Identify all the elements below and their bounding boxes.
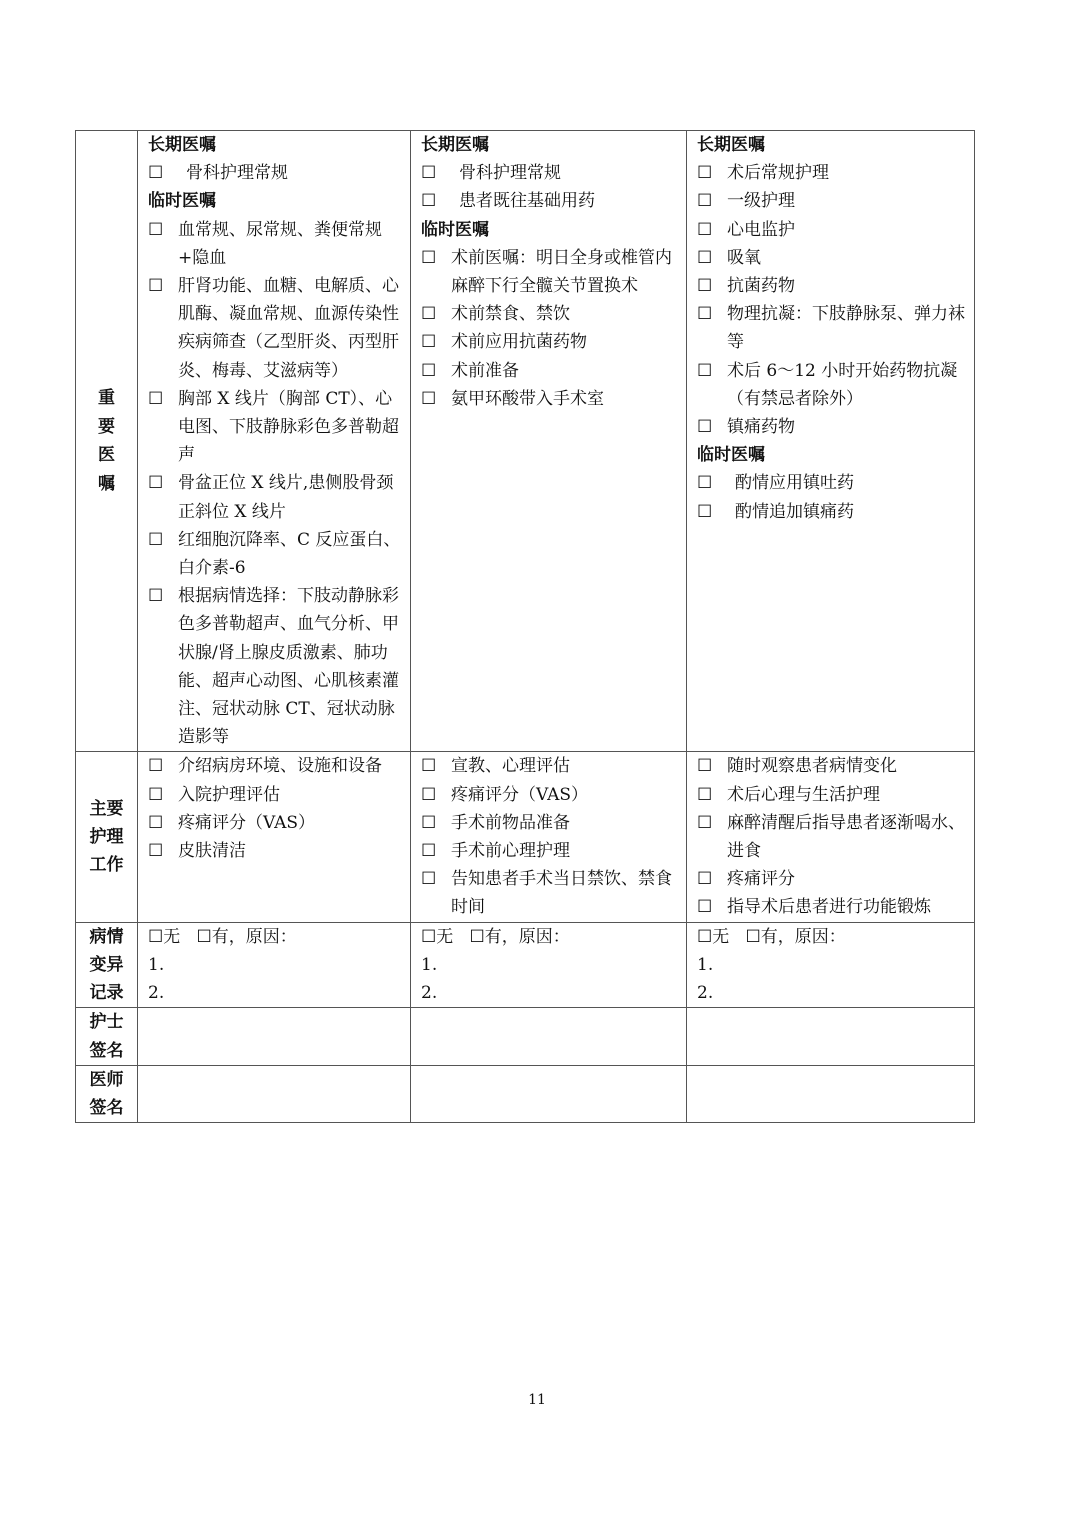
checkbox-icon[interactable]: ☐: [697, 812, 713, 833]
variance-line-2[interactable]: 2.: [697, 983, 714, 1004]
nursing-col2: [411, 752, 687, 922]
checkbox-icon[interactable]: ☐: [421, 304, 437, 325]
order-item[interactable]: ☐ 术前禁食、禁饮: [421, 300, 680, 328]
nursing-item[interactable]: ☐ 指导术后患者进行功能锻炼: [697, 893, 968, 921]
variance-line-1[interactable]: 1.: [697, 954, 714, 975]
temporary-orders-title: 临时医嘱: [421, 219, 489, 240]
checkbox-icon[interactable]: ☐: [421, 163, 437, 184]
nursing-row: [76, 752, 975, 922]
variance-none-checkbox[interactable]: ☐无: [697, 926, 730, 947]
order-item[interactable]: ☐ 患者既往基础用药: [421, 187, 680, 215]
variance-options[interactable]: [148, 923, 404, 951]
orders-col2: [411, 131, 687, 752]
nursing-item[interactable]: ☐ 术后心理与生活护理: [697, 781, 968, 809]
variance-line-1[interactable]: 1.: [421, 954, 438, 975]
checkbox-icon[interactable]: ☐: [697, 869, 713, 890]
checkbox-icon[interactable]: ☐: [148, 473, 164, 494]
checkbox-icon[interactable]: ☐: [421, 388, 437, 409]
nurse-sign-col3[interactable]: [687, 1008, 975, 1065]
checkbox-icon[interactable]: ☐: [148, 841, 164, 862]
checkbox-icon[interactable]: ☐: [697, 191, 713, 212]
checkbox-icon[interactable]: ☐: [697, 163, 713, 184]
variance-line-2[interactable]: 2.: [421, 983, 438, 1004]
order-item[interactable]: ☐ 骨盆正位 X 线片,患侧股骨颈正斜位 X 线片: [148, 469, 404, 525]
checkbox-icon[interactable]: ☐: [697, 897, 713, 918]
variance-row-head: 病情 变异 记录: [76, 922, 138, 1008]
nursing-item[interactable]: ☐ 手术前心理护理: [421, 837, 680, 865]
checkbox-icon[interactable]: ☐: [148, 219, 164, 240]
checkbox-icon[interactable]: ☐: [421, 841, 437, 862]
checkbox-icon[interactable]: ☐: [148, 812, 164, 833]
nursing-item[interactable]: ☐ 随时观察患者病情变化: [697, 752, 968, 780]
variance-has-checkbox[interactable]: ☐有，原因：: [745, 926, 846, 947]
orders-col3: [687, 131, 975, 752]
checkbox-icon[interactable]: ☐: [421, 247, 437, 268]
long-term-orders-title: 长期医嘱: [148, 135, 216, 155]
checkbox-icon[interactable]: ☐: [421, 360, 437, 381]
checkbox-icon[interactable]: ☐: [421, 812, 437, 833]
nursing-item[interactable]: ☐ 介绍病房环境、设施和设备: [148, 752, 404, 780]
temporary-orders-title: 临时医嘱: [148, 191, 216, 212]
order-item[interactable]: ☐ 一级护理: [697, 187, 968, 215]
page-number: 11: [528, 1392, 546, 1408]
nurse-sign-col1[interactable]: [138, 1008, 411, 1065]
nursing-item[interactable]: ☐ 疼痛评分: [697, 865, 968, 893]
nurse-sign-col2[interactable]: [411, 1008, 687, 1065]
variance-col2: [411, 922, 687, 1008]
order-item[interactable]: ☐ 术前应用抗菌药物: [421, 328, 680, 356]
order-item[interactable]: ☐ 血常规、尿常规、粪便常规+隐血: [148, 216, 404, 272]
temporary-orders-title: 临时医嘱: [697, 445, 765, 466]
variance-col1: [138, 922, 411, 1008]
row-head-char: 要: [98, 416, 115, 437]
order-item[interactable]: ☐ 酌情追加镇痛药: [697, 498, 968, 526]
row-head-char: 重: [98, 388, 115, 409]
order-item[interactable]: ☐ 镇痛药物: [697, 413, 968, 441]
checkbox-icon[interactable]: ☐: [697, 304, 713, 325]
checkbox-icon[interactable]: ☐: [697, 473, 713, 494]
nursing-item[interactable]: ☐ 皮肤清洁: [148, 837, 404, 865]
order-item[interactable]: ☐ 物理抗凝：下肢静脉泵、弹力袜等: [697, 300, 968, 356]
variance-none-checkbox[interactable]: ☐无: [148, 926, 181, 947]
checkbox-icon[interactable]: ☐: [697, 219, 713, 240]
variance-line-1[interactable]: 1.: [148, 954, 165, 975]
variance-none-checkbox[interactable]: ☐无: [421, 926, 454, 947]
nursing-col1: [138, 752, 411, 922]
variance-has-checkbox[interactable]: ☐有，原因：: [469, 926, 570, 947]
clinical-pathway-table: [75, 130, 975, 1123]
order-item[interactable]: ☐ 抗菌药物: [697, 272, 968, 300]
order-item[interactable]: ☐ 酌情应用镇吐药: [697, 469, 968, 497]
nursing-item[interactable]: ☐ 入院护理评估: [148, 781, 404, 809]
doctor-sign-row: [76, 1065, 975, 1122]
checkbox-icon[interactable]: ☐: [697, 784, 713, 805]
variance-options[interactable]: [421, 923, 680, 951]
nursing-item[interactable]: ☐ 手术前物品准备: [421, 809, 680, 837]
orders-row: [76, 131, 975, 752]
checkbox-icon[interactable]: ☐: [148, 586, 164, 607]
checkbox-icon[interactable]: ☐: [697, 360, 713, 381]
checkbox-icon[interactable]: ☐: [421, 784, 437, 805]
nursing-item[interactable]: ☐ 告知患者手术当日禁饮、禁食时间: [421, 865, 680, 921]
nurse-sign-row: [76, 1008, 975, 1065]
doctor-sign-col2[interactable]: [411, 1065, 687, 1122]
doctor-sign-row-head: 医师 签名: [76, 1065, 138, 1122]
variance-has-checkbox[interactable]: ☐有，原因：: [196, 926, 297, 947]
nurse-sign-row-head: 护士 签名: [76, 1008, 138, 1065]
doctor-sign-col1[interactable]: [138, 1065, 411, 1122]
order-item[interactable]: ☐ 术后 6～12 小时开始药物抗凝（有禁忌者除外）: [697, 357, 968, 413]
variance-line-2[interactable]: 2.: [148, 983, 165, 1004]
nursing-row-head: 主要 护理 工作: [76, 752, 138, 922]
row-head-char: 医: [98, 445, 115, 466]
checkbox-icon[interactable]: ☐: [148, 388, 164, 409]
order-item[interactable]: ☐ 根据病情选择：下肢动静脉彩色多普勒超声、血气分析、甲状腺/肾上腺皮质激素、肺功能、超声心动图、心肌核素灌注、冠状动脉 CT、冠状动脉造影等: [148, 582, 404, 751]
nursing-item[interactable]: ☐ 疼痛评分（VAS）: [148, 809, 404, 837]
checkbox-icon[interactable]: ☐: [697, 276, 713, 297]
nursing-item[interactable]: ☐ 麻醉清醒后指导患者逐渐喝水、进食: [697, 809, 968, 865]
variance-row: [76, 922, 975, 1008]
checkbox-icon[interactable]: ☐: [421, 332, 437, 353]
checkbox-icon[interactable]: ☐: [697, 417, 713, 438]
long-term-orders-title: 长期医嘱: [697, 135, 765, 155]
checkbox-icon[interactable]: ☐: [148, 276, 164, 297]
nursing-item[interactable]: ☐ 疼痛评分（VAS）: [421, 781, 680, 809]
checkbox-icon[interactable]: ☐: [148, 529, 164, 550]
variance-options[interactable]: [697, 923, 968, 951]
order-item[interactable]: ☐ 氨甲环酸带入手术室: [421, 385, 680, 413]
long-term-orders-title: 长期医嘱: [421, 135, 489, 155]
variance-col3: [687, 922, 975, 1008]
doctor-sign-col3[interactable]: [687, 1065, 975, 1122]
checkbox-icon[interactable]: ☐: [148, 784, 164, 805]
order-item[interactable]: ☐ 骨科护理常规: [148, 159, 404, 187]
checkbox-icon[interactable]: ☐: [421, 191, 437, 212]
order-item[interactable]: ☐ 胸部 X 线片（胸部 CT）、心电图、下肢静脉彩色多普勒超声: [148, 385, 404, 470]
checkbox-icon[interactable]: ☐: [697, 247, 713, 268]
order-item[interactable]: ☐ 吸氧: [697, 244, 968, 272]
order-item[interactable]: ☐ 术前准备: [421, 357, 680, 385]
checkbox-icon[interactable]: ☐: [697, 756, 713, 777]
checkbox-icon[interactable]: ☐: [148, 163, 164, 184]
order-item[interactable]: ☐ 心电监护: [697, 216, 968, 244]
checkbox-icon[interactable]: ☐: [697, 501, 713, 522]
nursing-item[interactable]: ☐ 宣教、心理评估: [421, 752, 680, 780]
order-item[interactable]: ☐ 肝肾功能、血糖、电解质、心肌酶、凝血常规、血源传染性疾病筛查（乙型肝炎、丙型肝炎、梅毒、艾滋病等）: [148, 272, 404, 385]
row-head-char: 嘱: [98, 473, 115, 494]
checkbox-icon[interactable]: ☐: [421, 756, 437, 777]
orders-col1: [138, 131, 411, 752]
checkbox-icon[interactable]: ☐: [148, 756, 164, 777]
order-item[interactable]: ☐ 骨科护理常规: [421, 159, 680, 187]
nursing-col3: [687, 752, 975, 922]
orders-row-head: [76, 131, 138, 752]
order-item[interactable]: ☐ 术后常规护理: [697, 159, 968, 187]
order-item[interactable]: ☐ 红细胞沉降率、C 反应蛋白、白介素-6: [148, 526, 404, 582]
order-item[interactable]: ☐ 术前医嘱：明日全身或椎管内麻醉下行全髋关节置换术: [421, 244, 680, 300]
checkbox-icon[interactable]: ☐: [421, 869, 437, 890]
